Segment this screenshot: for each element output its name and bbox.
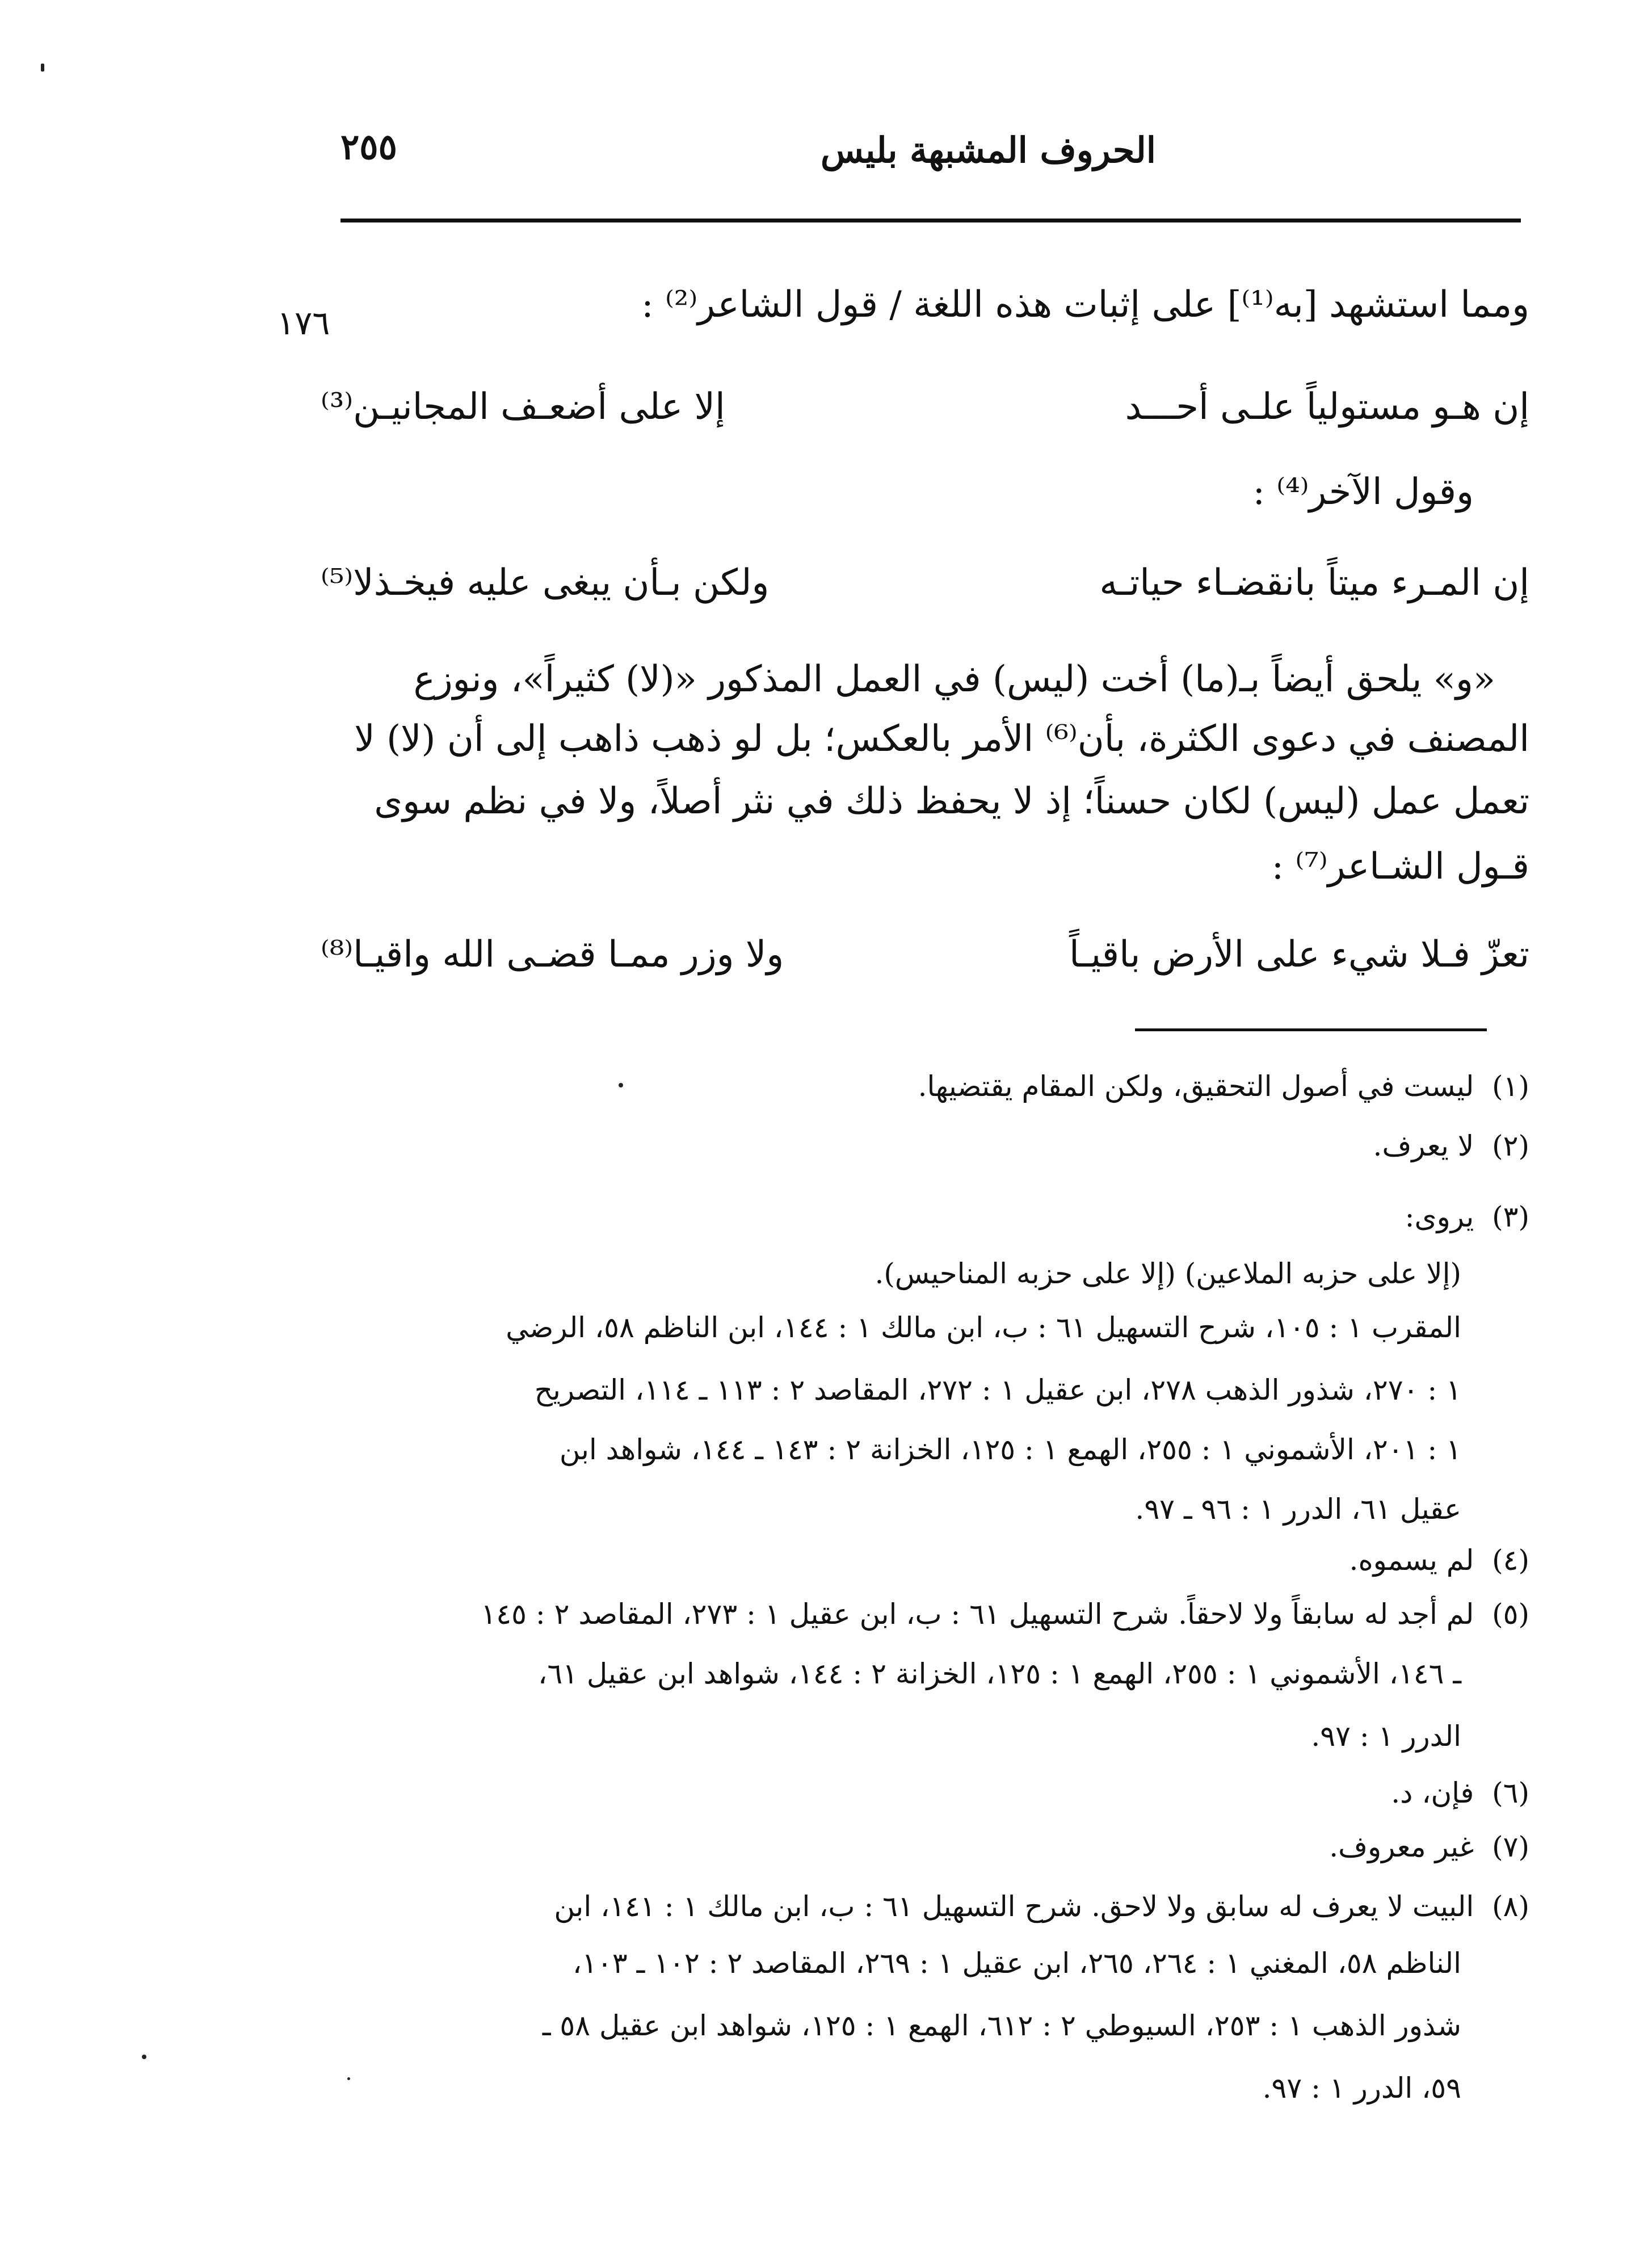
footnote-3-line: ١ : ٢٧٠، شذور الذهب ٢٧٨، ابن عقيل ١ : ٢٧٢، المقاصد ٢ : ١١٣ ـ ١١٤، التصريح <box>534 1374 1461 1406</box>
footnote-number: (٧) <box>1492 1830 1529 1863</box>
footnote-text: لم يسموه. <box>1349 1544 1474 1577</box>
verse-1-second-hemistich: إلا على أضعـف المجانيـن⁽³⁾ <box>321 386 725 428</box>
footnote-8 <box>292 1890 1529 1923</box>
footnote-text: البيت لا يعرف له سابق ولا لاحق. شرح التسهيل ٦١ : ب، ابن مالك ١ : ١٤١، ابن <box>554 1890 1474 1923</box>
body-line-1: ومما استشهد [به⁽¹⁾] على إثبات هذه اللغة / قول الشاعر⁽²⁾ : <box>641 284 1529 326</box>
footnote-4 <box>292 1544 1529 1577</box>
verse-2-first-hemistich: إن المـرء ميتاً بانقضـاء حياتـه <box>1099 562 1529 604</box>
paragraph-line-3: تعمل عمل (ليس) لكان حسناً؛ إذ لا يحفظ ذلك في نثر أصلاً، ولا في نظم سوى <box>374 780 1529 822</box>
footnote-number: (٢) <box>1492 1129 1529 1162</box>
scan-speck <box>142 2055 146 2059</box>
footnote-text: يروى: <box>1405 1200 1474 1233</box>
verse-1-first-hemistich: إن هـو مستولياً علـى أحـــد <box>1125 386 1529 428</box>
paragraph-line-1: «و» يلحق أيضاً بـ(ما) أخت (ليس) في العمل المذكور «(لا) كثيراً»، ونوزع <box>413 658 1495 700</box>
scan-speck <box>347 2077 350 2080</box>
footnote-number: (٨) <box>1492 1890 1529 1923</box>
footnote-5-line: ـ ١٤٦، الأشموني ١ : ٢٥٥، الهمع ١ : ١٢٥، الخزانة ٢ : ١٤٤، شواهد ابن عقيل ٦١، <box>538 1657 1461 1690</box>
footnote-3-line: عقيل ٦١، الدرر ١ : ٩٦ ـ ٩٧. <box>1135 1493 1461 1526</box>
footnote-8-line: ٥٩، الدرر ١ : ٩٧. <box>1262 2072 1461 2105</box>
scan-speck <box>619 1083 623 1087</box>
verse-2 <box>321 562 1529 613</box>
footnote-3-line: (إلا على حزبه الملاعين) (إلا على حزبه المناحيس). <box>875 1257 1461 1290</box>
footnote-text: لم أجد له سابقاً ولا لاحقاً. شرح التسهيل ٦١ : ب، ابن عقيل ١ : ٢٧٣، المقاصد ٢ : ١٤٥ <box>481 1598 1474 1631</box>
verse-2-second-hemistich: ولكن بـأن يبغى عليه فيخـذلا⁽⁵⁾ <box>321 562 770 604</box>
footnote-7 <box>292 1830 1529 1863</box>
footnote-text: غير معروف. <box>1329 1830 1474 1863</box>
footnote-text: فإن، د. <box>1391 1776 1474 1809</box>
footnote-number: (١) <box>1492 1070 1529 1103</box>
paragraph-line-2: المصنف في دعوى الكثرة، بأن⁽⁶⁾ الأمر بالعكس؛ بل لو ذهب ذاهب إلى أن (لا) لا <box>354 718 1529 760</box>
scan-speck <box>41 64 44 72</box>
footnote-5-line: الدرر ١ : ٩٧. <box>1311 1720 1461 1753</box>
footnote-2 <box>292 1129 1529 1162</box>
verse-3-second-hemistich: ولا وزر ممـا قضـى الله واقيـا⁽⁸⁾ <box>321 934 784 976</box>
verse-3-first-hemistich: تعزّ فـلا شيء على الأرض باقيـاً <box>1069 934 1529 976</box>
body-line-2: وقول الآخر⁽⁴⁾ : <box>1252 471 1474 513</box>
footnote-3-line: المقرب ١ : ١٠٥، شرح التسهيل ٦١ : ب، ابن مالك ١ : ١٤٤، ابن الناظم ٥٨، الرضي <box>506 1311 1461 1344</box>
footnote-1 <box>292 1070 1529 1103</box>
paragraph-line-4: قـول الشـاعر⁽⁷⁾ : <box>1271 846 1529 888</box>
footnote-6 <box>292 1776 1529 1809</box>
margin-page-reference: ١٧٦ <box>277 304 330 342</box>
verse-1 <box>321 386 1529 437</box>
header-rule <box>340 219 1521 222</box>
footnote-3-line: ١ : ٢٠١، الأشموني ١ : ٢٥٥، الهمع ١ : ١٢٥، الخزانة ٢ : ١٤٣ ـ ١٤٤، شواهد ابن <box>559 1433 1461 1466</box>
footnote-text: لا يعرف. <box>1373 1129 1474 1162</box>
footnote-number: (٣) <box>1492 1200 1529 1233</box>
footnote-5 <box>292 1598 1529 1631</box>
footnote-3 <box>292 1200 1529 1233</box>
page-number: ٢٥٥ <box>340 126 397 167</box>
footnote-separator <box>1135 1028 1487 1031</box>
footnote-8-line: الناظم ٥٨، المغني ١ : ٢٦٤، ٢٦٥، ابن عقيل ١ : ٢٦٩، المقاصد ٢ : ١٠٢ ـ ١٠٣، <box>573 1947 1461 1980</box>
footnote-number: (٤) <box>1492 1544 1529 1577</box>
running-header-title: الحروف المشبهة بليس <box>820 129 1156 171</box>
footnote-text: ليست في أصول التحقيق، ولكن المقام يقتضيها. <box>918 1070 1474 1103</box>
footnote-8-line: شذور الذهب ١ : ٢٥٣، السيوطي ٢ : ٦١٢، الهمع ١ : ١٢٥، شواهد ابن عقيل ٥٨ ـ <box>542 2009 1461 2042</box>
footnote-number: (٦) <box>1492 1776 1529 1809</box>
footnote-number: (٥) <box>1492 1598 1529 1631</box>
verse-3 <box>321 934 1529 985</box>
